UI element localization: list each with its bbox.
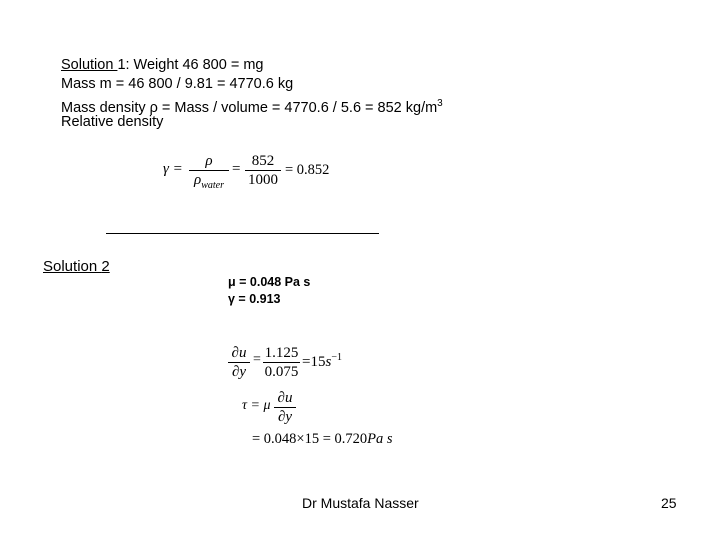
solution2-number: 2 <box>101 258 110 275</box>
density-text: Mass density ρ = Mass / volume = 4770.6 / 5.6 = 852 kg/m <box>61 99 438 116</box>
velocity-numerator: 1.125 <box>264 345 299 361</box>
equals-sign: = <box>253 352 261 367</box>
solution-label: Solution <box>43 258 102 275</box>
numeric-fraction <box>245 152 281 189</box>
shear-stress-unit: Pa s <box>367 431 393 447</box>
shear-gradient-fraction <box>274 389 296 426</box>
solution1-heading-rest: 1: Weight 46 800 = mg <box>117 57 264 73</box>
rho-water-symbol: ρ <box>194 172 202 188</box>
shear-stress-calculation: = 0.048×15 = 0.720 <box>252 431 368 447</box>
solution2-heading <box>43 258 110 275</box>
rho-ratio-fraction <box>189 152 229 195</box>
gradient-exponent: −1 <box>331 352 342 363</box>
solution1-heading <box>61 56 443 75</box>
footer-author: Dr Mustafa Nasser <box>302 495 419 511</box>
velocity-gradient-fraction <box>228 344 250 381</box>
fraction-denominator: 1000 <box>248 172 278 188</box>
density-unit-exponent: 3 <box>437 98 443 109</box>
density-line <box>61 94 443 116</box>
shear-stress-result <box>252 431 393 448</box>
du-symbol: ∂u <box>231 345 247 361</box>
rho-denominator <box>194 171 224 195</box>
section-divider <box>106 233 379 234</box>
equals-sign: = <box>232 161 241 177</box>
solution1-block <box>61 56 443 132</box>
relative-density-result: = 0.852 <box>285 162 330 178</box>
gradient-value: =15 <box>302 354 326 370</box>
mass-line: Mass m = 46 800 / 9.81 = 4770.6 kg <box>61 76 294 92</box>
page-number: 25 <box>661 495 677 511</box>
solution-label: Solution <box>61 57 118 73</box>
gap-denominator: 0.075 <box>264 364 299 380</box>
relative-density-value: γ = 0.913 <box>228 292 281 306</box>
relative-density-line: Relative density <box>61 114 164 130</box>
viscosity-value: μ = 0.048 Pa s <box>228 275 311 289</box>
gamma-equals: γ = <box>163 161 183 177</box>
gradient-unit: s <box>325 354 332 370</box>
dy-symbol: ∂y <box>277 409 293 425</box>
du-symbol: ∂u <box>277 390 293 406</box>
gradient-result <box>302 352 342 371</box>
numeric-gradient-fraction <box>263 344 300 381</box>
shear-stress-lhs: τ = μ <box>242 398 271 413</box>
water-subscript: water <box>201 180 224 191</box>
dy-symbol: ∂y <box>231 364 247 380</box>
fraction-numerator: 852 <box>251 153 275 169</box>
rho-numerator: ρ <box>205 153 213 169</box>
